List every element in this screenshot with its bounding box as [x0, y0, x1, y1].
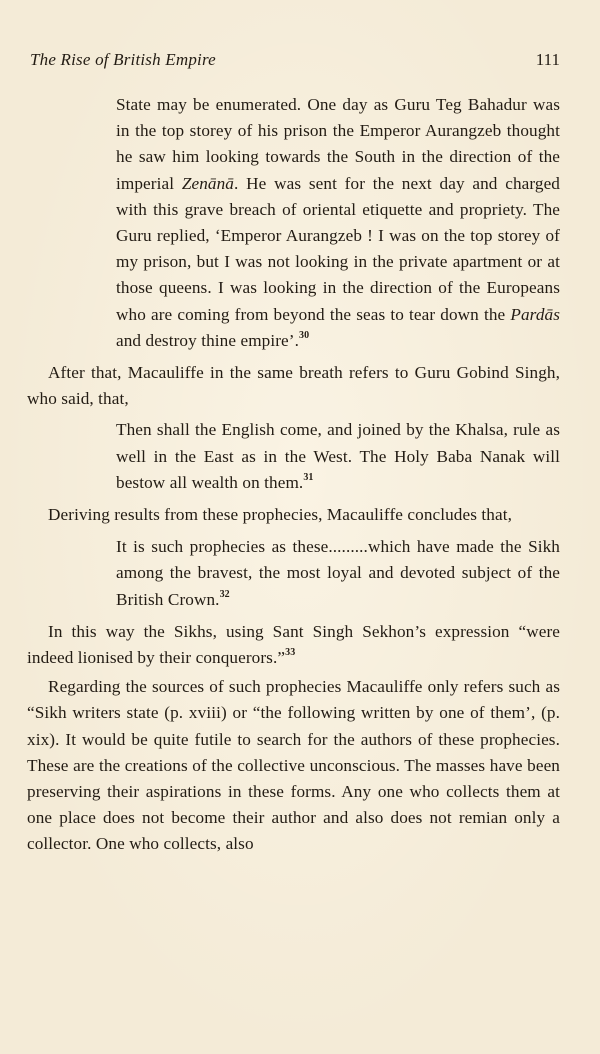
block-quote-english — [116, 417, 560, 496]
block-quote-aurangzeb — [116, 92, 560, 354]
body-text — [27, 92, 560, 858]
footnote-ref-32: 32 — [219, 588, 230, 600]
italic-term-pardas: Pardās — [510, 304, 560, 324]
quote-text-end: and destroy thine empire’. — [116, 330, 300, 350]
quote-text-middle: . He was sent for the next day and charged with this grave breach of oriental etiquette and propriety. The Guru replied, ‘Emperor Aurangzeb ! I was on the top storey of my prison, but I was not looking in the private apartment or at those queens. I was looking in the direction of the Europeans who are coming from beyond the seas to tear down the — [116, 173, 561, 324]
running-title: The Rise of British Empire — [30, 50, 216, 69]
quote-text: Then shall the English come, and joined by the Khalsa, rule as well in the East as in the West. The Holy Baba Nanak will bestow all wealth on them. — [116, 420, 560, 492]
paragraph-text: In this way the Sikhs, using Sant Singh Sekhon’s expression “were indeed lionised by their conquerors.” — [27, 621, 560, 668]
paragraph-sekhon — [27, 619, 560, 671]
quote-text: It is such prophecies as these.........which have made the Sikh among the bravest, the most loyal and devoted subject of the British Crown. — [116, 537, 560, 609]
footnote-ref-31: 31 — [303, 472, 314, 484]
italic-term-zenana: Zenānā — [181, 173, 234, 193]
paragraph-sources: Regarding the sources of such prophecies Macauliffe only refers such as “Sikh writers state (p. xviii) or “the following written by one of them’, (p. xix). It would be quite futile to search for the authors of these prophecies. These are the creations of the collective unconscious. The masses have been preserving their aspirations in these forms. Any one who collects them at one place does not become their author and also does not remian only a collector. One who collects, also — [27, 677, 560, 854]
running-head — [30, 50, 560, 74]
paragraph-guru-gobind: After that, Macauliffe in the same breath refers to Guru Gobind Singh, who said, that, — [27, 363, 560, 409]
page-number: 111 — [535, 50, 560, 69]
block-quote-prophecies — [116, 534, 560, 613]
paragraph-deriving: Deriving results from these prophecies, Macauliffe concludes that, — [48, 505, 512, 525]
footnote-ref-33: 33 — [285, 647, 296, 659]
quote-text-start: State may be enumerated. One day as Guru Teg Bahadur was in the top storey of his prison the Emperor Aurangzeb thought he saw him looking towards the South in the direction of the imperial — [116, 95, 560, 193]
footnote-ref-30: 30 — [299, 330, 310, 342]
